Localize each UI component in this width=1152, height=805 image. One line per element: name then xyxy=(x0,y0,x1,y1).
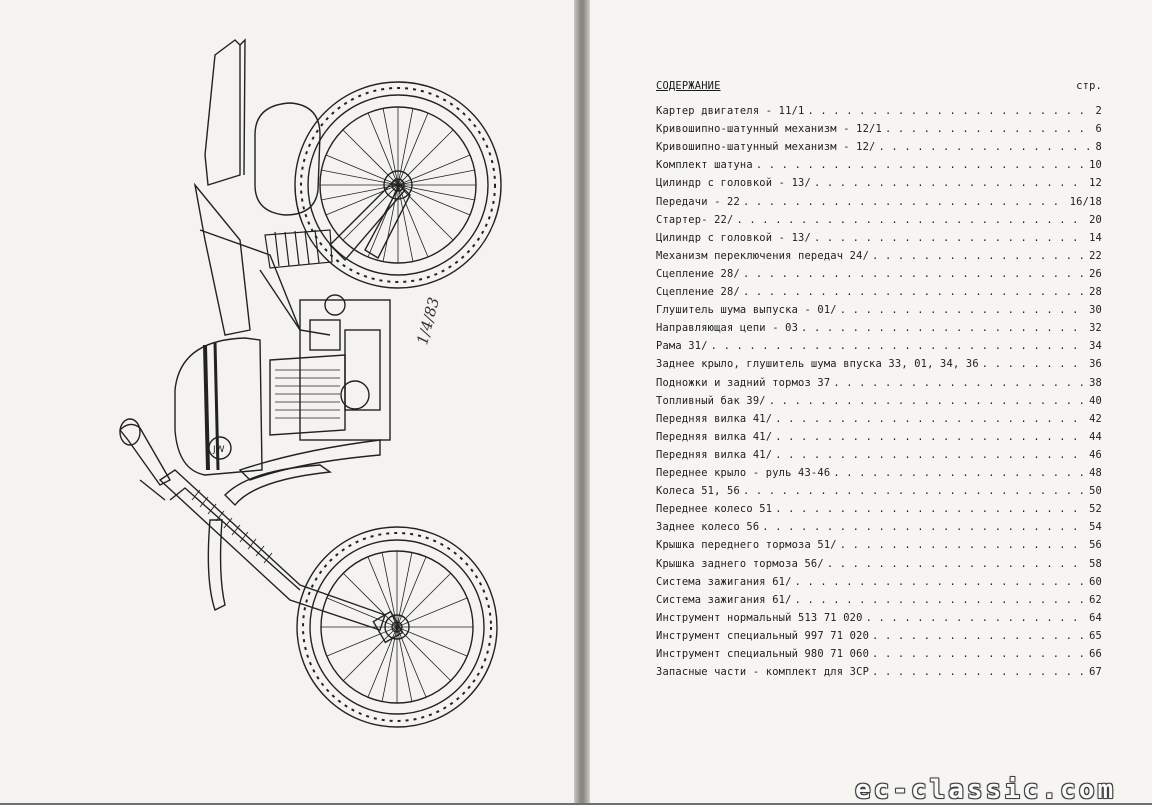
toc-entry xyxy=(656,449,1102,463)
toc-entry xyxy=(656,413,1102,427)
toc-entry-title: Крышка переднего тормоза 51/ xyxy=(656,539,837,552)
watermark: ec-classic.com xyxy=(855,775,1117,805)
toc-entry-page: 38 xyxy=(1089,376,1102,389)
toc-leader-dots xyxy=(743,268,1086,280)
toc-entry xyxy=(656,576,1102,590)
toc-leader-dots xyxy=(827,558,1086,570)
rear-wheel xyxy=(295,82,501,288)
toc-entry-title: Цилиндр с головкой - 13/ xyxy=(656,177,811,190)
toc-entry xyxy=(656,304,1102,318)
toc-entry-title: Заднее крыло, глушитель шума впуска 33, 01, 34, 36 xyxy=(656,358,979,371)
toc-entry-page: 64 xyxy=(1089,611,1102,624)
toc-entry-title: Сцепление 28/ xyxy=(656,267,740,280)
toc-entry-title: Картер двигателя - 11/1 xyxy=(656,105,805,117)
toc-leader-dots xyxy=(743,286,1086,298)
toc-entry-page: 60 xyxy=(1089,575,1102,588)
toc-entry-page: 8 xyxy=(1095,141,1102,154)
toc-leader-dots xyxy=(711,340,1086,352)
toc-leader-dots xyxy=(756,159,1086,171)
toc-entry-title: Система зажигания 61/ xyxy=(656,593,792,606)
toc-entry xyxy=(656,630,1102,644)
toc-entry-page: 58 xyxy=(1089,557,1102,570)
toc-entry xyxy=(656,159,1102,173)
toc-entry-page: 40 xyxy=(1089,394,1102,407)
motorcycle-drawing xyxy=(0,0,574,803)
toc-entry-title: Цилиндр с головкой - 13/ xyxy=(656,231,811,244)
toc-entry-page: 16/18 xyxy=(1069,195,1102,208)
toc-entry-page: 22 xyxy=(1089,249,1102,262)
toc-leader-dots xyxy=(769,395,1086,407)
toc-entry-page: 54 xyxy=(1089,521,1102,534)
toc-entry-page: 42 xyxy=(1089,412,1102,425)
toc-entry-title: Сцепление 28/ xyxy=(656,286,740,298)
toc-entry-page: 30 xyxy=(1089,304,1102,317)
toc-leader-dots xyxy=(982,358,1086,370)
toc-entry-title: Инструмент специальный 980 71 060 xyxy=(656,648,870,660)
toc-entry-page: 28 xyxy=(1089,286,1102,298)
toc-entry-page: 14 xyxy=(1089,231,1102,244)
toc-entry-page: 66 xyxy=(1089,648,1102,660)
toc-entry xyxy=(656,141,1102,155)
toc-entry-page: 52 xyxy=(1089,503,1102,516)
toc-leader-dots xyxy=(814,177,1086,189)
toc-leader-dots xyxy=(795,576,1087,588)
toc-entry-page: 26 xyxy=(1089,267,1102,280)
toc-leader-dots xyxy=(775,431,1086,443)
toc-leader-dots xyxy=(840,304,1086,316)
toc-leader-dots xyxy=(814,232,1086,244)
toc-title: СОДЕРЖАНИЕ xyxy=(656,80,721,92)
toc-leader-dots xyxy=(840,539,1086,551)
toc-leader-dots xyxy=(801,322,1086,334)
toc-entry-title: Крышка заднего тормоза 56/ xyxy=(656,557,824,570)
toc-entry xyxy=(656,666,1102,680)
toc-header xyxy=(656,80,1102,94)
left-page xyxy=(0,0,574,803)
toc-entry xyxy=(656,648,1102,662)
toc-entry-page: 65 xyxy=(1089,629,1102,642)
toc-entry xyxy=(656,377,1102,391)
toc-entry-page: 48 xyxy=(1089,467,1102,479)
toc-entry-title: Передачи - 22 xyxy=(656,195,740,208)
toc-leader-dots xyxy=(866,612,1086,624)
toc-entry-title: Топливный бак 39/ xyxy=(656,394,766,407)
toc-page-column-label: стр. xyxy=(1076,80,1102,92)
toc-entry-page: 10 xyxy=(1089,159,1102,172)
handwritten-signature: 1/4/83 xyxy=(413,295,444,347)
toc-entry-title: Инструмент нормальный 513 71 020 xyxy=(656,611,863,624)
toc-entry-title: Кривошипно-шатунный механизм - 12/ xyxy=(656,141,876,154)
toc-entry-title: Переднее колесо 51 xyxy=(656,503,773,516)
toc-entry-page: 12 xyxy=(1089,177,1102,190)
toc-leader-dots xyxy=(885,123,1093,135)
toc-entry-title: Передняя вилка 41/ xyxy=(656,448,773,461)
toc-entry xyxy=(656,286,1102,300)
svg-text:JW: JW xyxy=(213,445,225,455)
toc-entry-title: Заднее колесо 56 xyxy=(656,521,760,534)
toc-entry-page: 44 xyxy=(1089,430,1102,443)
toc-leader-dots xyxy=(872,630,1086,642)
toc-entry-title: Комплект шатуна xyxy=(656,159,753,172)
toc-entry xyxy=(656,340,1102,354)
toc-entry-title: Колеса 51, 56 xyxy=(656,485,740,498)
toc-leader-dots xyxy=(743,196,1067,208)
toc-entry xyxy=(656,467,1102,481)
toc-leader-dots xyxy=(762,521,1086,533)
toc-entry xyxy=(656,232,1102,246)
toc-entry-title: Механизм переключения передач 24/ xyxy=(656,249,870,262)
toc-entry-title: Передняя вилка 41/ xyxy=(656,412,773,425)
toc-leader-dots xyxy=(775,413,1086,425)
toc-entry xyxy=(656,431,1102,445)
toc-entry-title: Стартер- 22/ xyxy=(656,213,734,226)
toc-entry xyxy=(656,177,1102,191)
toc-entry xyxy=(656,322,1102,336)
toc-entry-title: Передняя вилка 41/ xyxy=(656,430,773,443)
toc-entry xyxy=(656,521,1102,535)
toc-leader-dots xyxy=(872,648,1086,660)
toc-leader-dots xyxy=(736,214,1086,226)
toc-entry-page: 32 xyxy=(1089,322,1102,335)
toc-entry xyxy=(656,214,1102,228)
toc-entry-page: 2 xyxy=(1095,105,1102,117)
toc-entry-title: Подножки и задний тормоз 37 xyxy=(656,376,831,389)
toc-entry-title: Рама 31/ xyxy=(656,340,708,353)
toc-entry xyxy=(656,485,1102,499)
toc-entry xyxy=(656,539,1102,553)
toc-entry-page: 67 xyxy=(1089,666,1102,679)
toc-entry xyxy=(656,268,1102,282)
toc-entry-title: Глушитель шума выпуска - 01/ xyxy=(656,304,837,317)
toc-entry xyxy=(656,395,1102,409)
toc-entry-page: 50 xyxy=(1089,485,1102,498)
toc-entry xyxy=(656,123,1102,137)
toc-entry-title: Кривошипно-шатунный механизм - 12/1 xyxy=(656,123,882,136)
toc-entry-page: 46 xyxy=(1089,448,1102,461)
toc-entry xyxy=(656,196,1102,210)
toc-leader-dots xyxy=(833,377,1086,389)
toc-leader-dots xyxy=(807,105,1092,117)
toc-leader-dots xyxy=(872,250,1086,262)
toc-entry-title: Направляющая цепи - 03 xyxy=(656,322,799,335)
toc-entry-title: Инструмент специальный 997 71 020 xyxy=(656,629,870,642)
toc-entry-page: 34 xyxy=(1089,340,1102,353)
toc-entry-page: 56 xyxy=(1089,539,1102,552)
toc-entry-page: 62 xyxy=(1089,593,1102,606)
toc-leader-dots xyxy=(743,485,1086,497)
toc-leader-dots xyxy=(795,594,1087,606)
toc-entry-title: Система зажигания 61/ xyxy=(656,575,792,588)
toc-leader-dots xyxy=(775,503,1086,515)
toc-entry xyxy=(656,358,1102,372)
book-gutter xyxy=(574,0,590,803)
toc-leader-dots xyxy=(833,467,1086,479)
toc-entry-title: Запасные части - комплект для ЗСР xyxy=(656,666,870,679)
toc-leader-dots xyxy=(879,141,1093,153)
toc-entry-page: 6 xyxy=(1095,123,1102,136)
toc-entry xyxy=(656,503,1102,517)
toc-entry xyxy=(656,594,1102,608)
toc-entry xyxy=(656,250,1102,264)
toc-entry xyxy=(656,612,1102,626)
toc-leader-dots xyxy=(775,449,1086,461)
toc-leader-dots xyxy=(872,666,1086,678)
toc-entry xyxy=(656,558,1102,572)
toc-entry-page: 36 xyxy=(1089,358,1102,371)
front-wheel xyxy=(297,527,497,727)
toc-entry xyxy=(656,105,1102,119)
toc-entry-title: Переднее крыло - руль 43-46 xyxy=(656,467,831,479)
toc-entry-page: 20 xyxy=(1089,213,1102,226)
